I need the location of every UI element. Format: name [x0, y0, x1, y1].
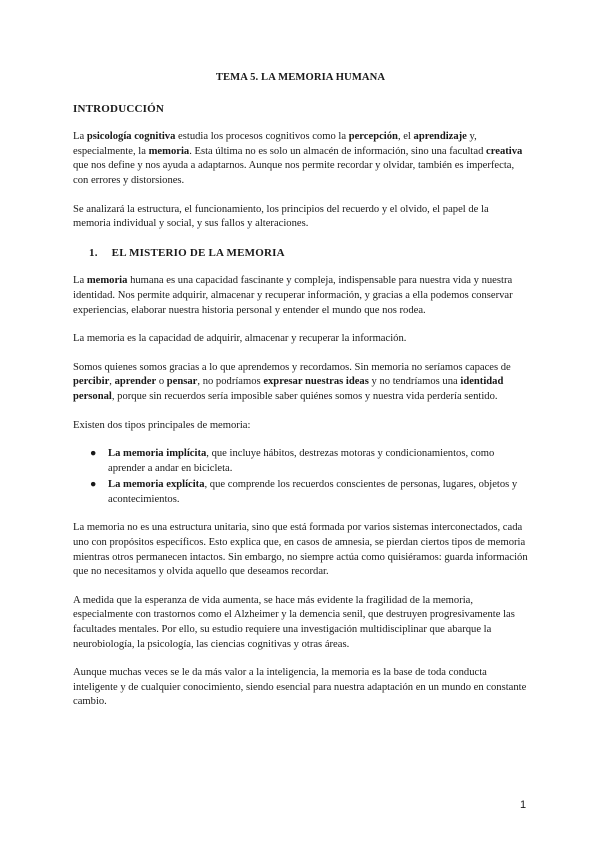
list-item: [73, 478, 528, 507]
text-run: Somos quienes somos gracias a lo que aprendemos y recordamos. Sin memoria no seríamos capaces de: [73, 361, 511, 373]
text-run: . Esta última no es solo un almacén de información, sino una facultad: [189, 145, 487, 157]
bullet-icon: ●: [90, 479, 97, 491]
bold-term: pensar: [166, 376, 198, 388]
text-run: humana es una capacidad fascinante y compleja, indispensable para nuestra vida y nuestra identidad. Nos permite adquirir, almacenar y recuperar información, y gracias a ella podemos conservar experiencias, elaborar nuestra historia personal y entender el mundo que nos rodea.: [73, 275, 513, 316]
text-run: , que comprende los recuerdos conscientes de personas, lugares, objetos y acontecimientos.: [108, 479, 518, 505]
intro-paragraph-1: [73, 130, 528, 188]
section-1-paragraph-7: Aunque muchas veces se le da más valor a la inteligencia, la memoria es la base de toda conducta inteligente y de cualquier conocimiento, siendo esencial para nuestra adaptación en un mundo en constante cambio.: [73, 667, 527, 708]
page-content: [73, 71, 528, 724]
document-title: TEMA 5. LA MEMORIA HUMANA: [215, 72, 386, 83]
bold-term: psicología cognitiva: [86, 131, 176, 143]
memory-types-list: [73, 447, 528, 507]
section-1-paragraph-3: [73, 361, 528, 405]
text-run: y, especialmente, la: [73, 131, 477, 157]
bold-term: La memoria explícita: [108, 479, 205, 491]
intro-heading: INTRODUCCIÓN: [73, 102, 165, 115]
section-1-paragraph-4: Existen dos tipos principales de memoria:: [73, 419, 251, 431]
list-item: [73, 447, 528, 476]
text-run: o: [156, 376, 167, 388]
bold-term: identidad personal: [73, 376, 504, 402]
text-run: estudia los procesos cognitivos como la: [175, 131, 349, 143]
text-run: ,: [109, 376, 115, 388]
section-1-heading: [73, 246, 528, 261]
bold-term: percibir: [73, 376, 110, 388]
text-run: , no podríamos: [197, 376, 264, 388]
text-run: , que incluye hábitos, destrezas motoras y condicionamientos, como aprender a andar en bicicleta.: [108, 448, 495, 474]
bold-term: aprender: [114, 376, 157, 388]
section-number: 1.: [89, 246, 98, 259]
bold-term: memoria: [148, 145, 190, 157]
bold-term: expresar nuestras ideas: [263, 376, 369, 388]
page-number: 1: [520, 799, 527, 811]
text-run: y no tendríamos una: [368, 376, 461, 388]
bullet-icon: ●: [90, 448, 97, 460]
section-1-paragraph-6: A medida que la esperanza de vida aumenta, se hace más evidente la fragilidad de la memoria, especialmente con trastornos como el Alzheimer y la demencia senil, que destruyen progresivamente las facultades mentales. Por ello, su estudio requiere una investigación multidisciplinar que abarque la neurobiología, la psicología, las ciencias cognitivas y otras áreas.: [73, 594, 515, 650]
section-1-paragraph-5: La memoria no es una estructura unitaria, sino que está formada por varios sistemas interconectados, cada uno con propósitos específicos. Esto explica que, en casos de amnesia, se pierdan ciertos tipos de memoria mientras otros permanecen intactos. Sin embargo, no siempre actúa como quisiéramos: guarda información que no necesitamos y olvida aquello que deseamos recordar.: [73, 522, 528, 578]
section-title: EL MISTERIO DE LA MEMORIA: [111, 246, 285, 259]
bold-term: aprendizaje: [413, 131, 467, 143]
bold-term: memoria: [86, 275, 128, 287]
text-run: , el: [397, 131, 414, 143]
text-run: La: [73, 131, 87, 143]
bold-term: percepción: [348, 131, 398, 143]
text-run: que nos define y nos ayuda a adaptarnos. Aunque nos permite recordar y olvidar, también es imperfecta, con errores y distorsiones.: [73, 160, 515, 186]
text-run: , porque sin recuerdos sería imposible saber quiénes somos y nuestra vida perdería sentido.: [111, 390, 498, 402]
intro-paragraph-2: Se analizará la estructura, el funcionamiento, los principios del recuerdo y el olvido, el papel de la memoria individual y social, y sus fallos y alteraciones.: [73, 203, 489, 230]
bold-term: La memoria implícita: [108, 448, 207, 460]
bold-term: creativa: [486, 145, 523, 157]
text-run: La: [73, 275, 87, 287]
section-1-paragraph-2: La memoria es la capacidad de adquirir, almacenar y recuperar la información.: [73, 333, 407, 345]
section-1-paragraph-1: [73, 274, 528, 318]
